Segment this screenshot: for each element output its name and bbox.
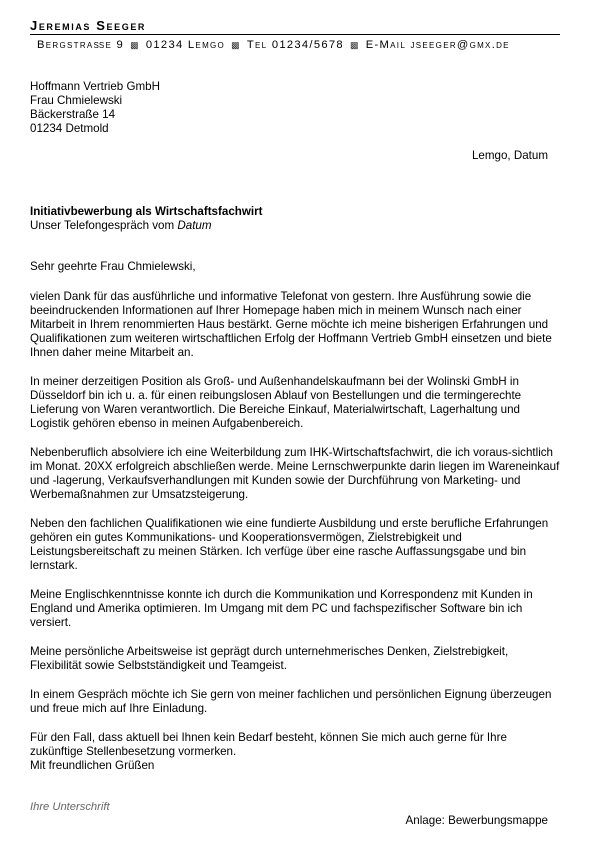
subject-reference-prefix: Unser Telefongespräch vom [30, 219, 178, 232]
letter-body [30, 290, 560, 774]
subject-reference-date: Datum [177, 219, 212, 232]
sender-email: E-Mail jseeger@gmx.de [365, 39, 510, 51]
paragraph: Nebenberuflich absolviere ich eine Weiterbildung zum IHK-Wirtschaftsfachwirt, die ich voraus-sichtlich im Monat. 20XX erfolgreich abschließen werde. Meine Lernschwerpunkte darin liegen im Wareneinkauf und -lagerung, Verkaufsverhandlungen mit Kunden sowie der Durchführung von Marketing- und Werbemaßnahmen zur Umsatzsteigerung. [30, 446, 560, 501]
separator-icon: ▩ [349, 40, 360, 50]
paragraph: Meine Englischkenntnisse konnte ich durch die Kommunikation und Korrespondenz mit Kunden in England und Amerika optimieren. Im Umgang mit dem PC und fachspezifischer Software bin ich versiert. [30, 588, 533, 629]
paragraph: In einem Gespräch möchte ich Sie gern von meiner fachlichen und persönlichen Eignung überzeugen und freue mich auf Ihre Einladung. [30, 688, 552, 715]
closing: Mit freundlichen Grüßen [30, 759, 155, 772]
sender-name: Jeremias Seeger [30, 18, 560, 35]
subject-reference [30, 219, 262, 233]
subject-block [30, 205, 262, 233]
paragraph: Meine persönliche Arbeitsweise ist geprägt durch unternehmerisches Denken, Zielstrebigkeit, Flexibilität sowie Selbstständigkeit und Teamgeist. [30, 645, 509, 672]
place-date: Lemgo, Datum [471, 149, 548, 162]
recipient-address [30, 80, 160, 136]
sender-contact-line [37, 39, 567, 51]
separator-icon: ▩ [130, 40, 140, 50]
salutation: Sehr geehrte Frau Chmielewski, [30, 260, 196, 273]
paragraph: In meiner derzeitigen Position als Groß- und Außenhandelskaufmann bei der Wolinski GmbH in Düsseldorf bin ich u. a. für einen reibungslosen Ablauf von Bestellungen und die termingerechte Lieferung von Waren verantwortlich. Die Bereiche Einkauf, Materialwirtschaft, Lagerhaltung und Logistik gehören ebenso in meinen Aufgabenbereich. [30, 375, 522, 430]
signature-placeholder: Ihre Unterschrift [30, 801, 110, 813]
subject-title: Initiativbewerbung als Wirtschaftsfachwirt [30, 205, 263, 218]
separator-icon: ▩ [231, 40, 241, 50]
enclosure-note: Anlage: Bewerbungsmappe [405, 814, 548, 827]
recipient-street: Bäckerstraße 14 [30, 108, 116, 121]
recipient-city: 01234 Detmold [30, 122, 109, 135]
sender-street: Bergstraße 9 [37, 39, 125, 51]
sender-phone: Tel 01234/5678 [246, 39, 344, 51]
sender-city: 01234 Lemgo [145, 39, 226, 51]
paragraph: Neben den fachlichen Qualifikationen wie eine fundierte Ausbildung und erste berufliche Erfahrungen gehören ein gutes Kommunikations- und Kooperationsvermögen, Zielstrebigkeit und Leistungsbereitschaft zu meinen Stärken. Ich verfüge über eine rasche Auffassungsgabe und bin lernstark. [30, 517, 549, 572]
paragraph: Für den Fall, dass aktuell bei Ihnen kein Bedarf besteht, können Sie mich auch gerne für Ihre zukünftige Stellenbesetzung vormerken. [30, 731, 507, 758]
recipient-company: Hoffmann Vertrieb GmbH [30, 80, 160, 93]
recipient-person: Frau Chmielewski [30, 94, 123, 107]
paragraph: vielen Dank für das ausführliche und informative Telefonat von gestern. Ihre Ausführung sowie die beeindruckenden Informationen auf Ihrer Homepage haben mich in meinem Wunsch nach einer Mitarbeit in Ihrem renommierten Haus bestärkt. Gerne möchte ich meine bisherigen Erfahrungen und Qualifikationen zum weiteren wirtschaftlichen Erfolg der Hoffmann Vertrieb GmbH einsetzen und biete Ihnen daher meine Mitarbeit an. [30, 290, 552, 359]
